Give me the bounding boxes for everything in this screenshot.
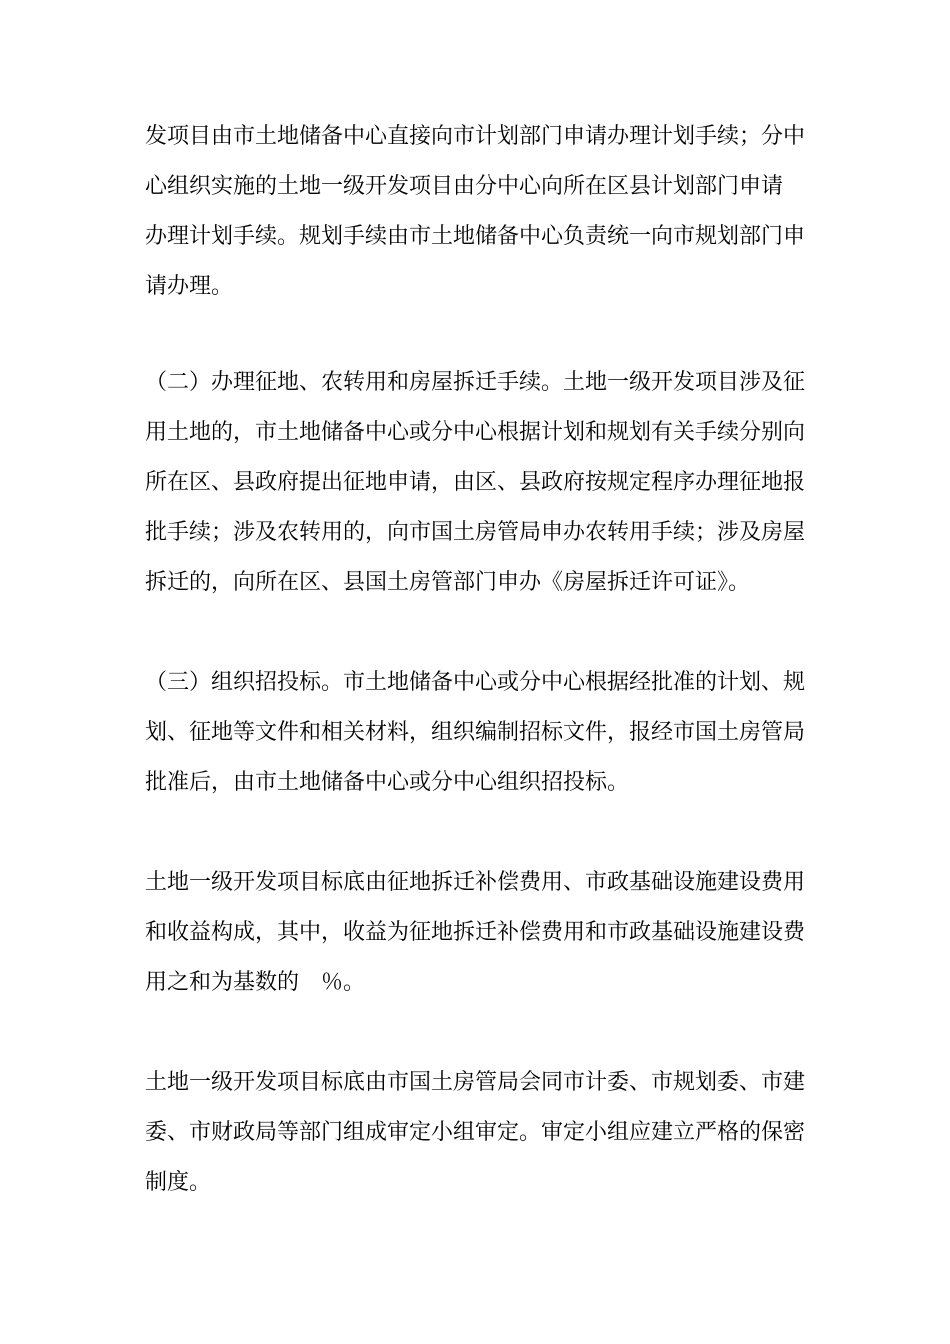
- text-line: （二）办理征地、农转用和房屋拆迁手续。土地一级开发项目涉及征: [145, 370, 806, 395]
- text-line: 土地一级开发项目标底由征地拆迁补偿费用、市政基础设施建设费用: [145, 870, 806, 895]
- text-line: 用之和为基数的 ％。: [145, 970, 366, 995]
- paragraph-tendering: [145, 658, 825, 808]
- text-line: 用土地的，市土地储备中心或分中心根据计划和规划有关手续分别向: [145, 420, 806, 445]
- text-line: 办理计划手续。规划手续由市土地储备中心负责统一向市规划部门申: [145, 224, 806, 249]
- text-line: 心组织实施的土地一级开发项目由分中心向所在区县计划部门申请: [145, 174, 784, 199]
- text-line: 所在区、县政府提出征地申请，由区、县政府按规定程序办理征地报: [145, 470, 806, 495]
- text-line: 拆迁的，向所在区、县国土房管部门申办《房屋拆迁许可证》。: [145, 570, 751, 595]
- text-line: 批手续；涉及农转用的，向市国土房管局申办农转用手续；涉及房屋: [145, 520, 806, 545]
- text-line: 和收益构成，其中，收益为征地拆迁补偿费用和市政基础设施建设费: [145, 920, 806, 945]
- paragraph-land-acquisition: [145, 358, 825, 608]
- text-line: 批准后，由市土地储备中心或分中心组织招投标。: [145, 770, 630, 795]
- text-line: 发项目由市土地储备中心直接向市计划部门申请办理计划手续；分中: [145, 124, 806, 149]
- text-line: 制度。: [145, 1170, 212, 1195]
- paragraph-planning-procedures: [145, 112, 825, 312]
- paragraph-bid-price-composition: [145, 858, 825, 1008]
- paragraph-bid-price-review: [145, 1058, 825, 1208]
- text-line: 委、市财政局等部门组成审定小组审定。审定小组应建立严格的保密: [145, 1120, 806, 1145]
- text-line: 土地一级开发项目标底由市国土房管局会同市计委、市规划委、市建: [145, 1070, 806, 1095]
- text-line: 请办理。: [145, 274, 234, 299]
- text-line: 划、征地等文件和相关材料，组织编制招标文件，报经市国土房管局: [145, 720, 806, 745]
- text-line: （三）组织招投标。市土地储备中心或分中心根据经批准的计划、规: [145, 670, 806, 695]
